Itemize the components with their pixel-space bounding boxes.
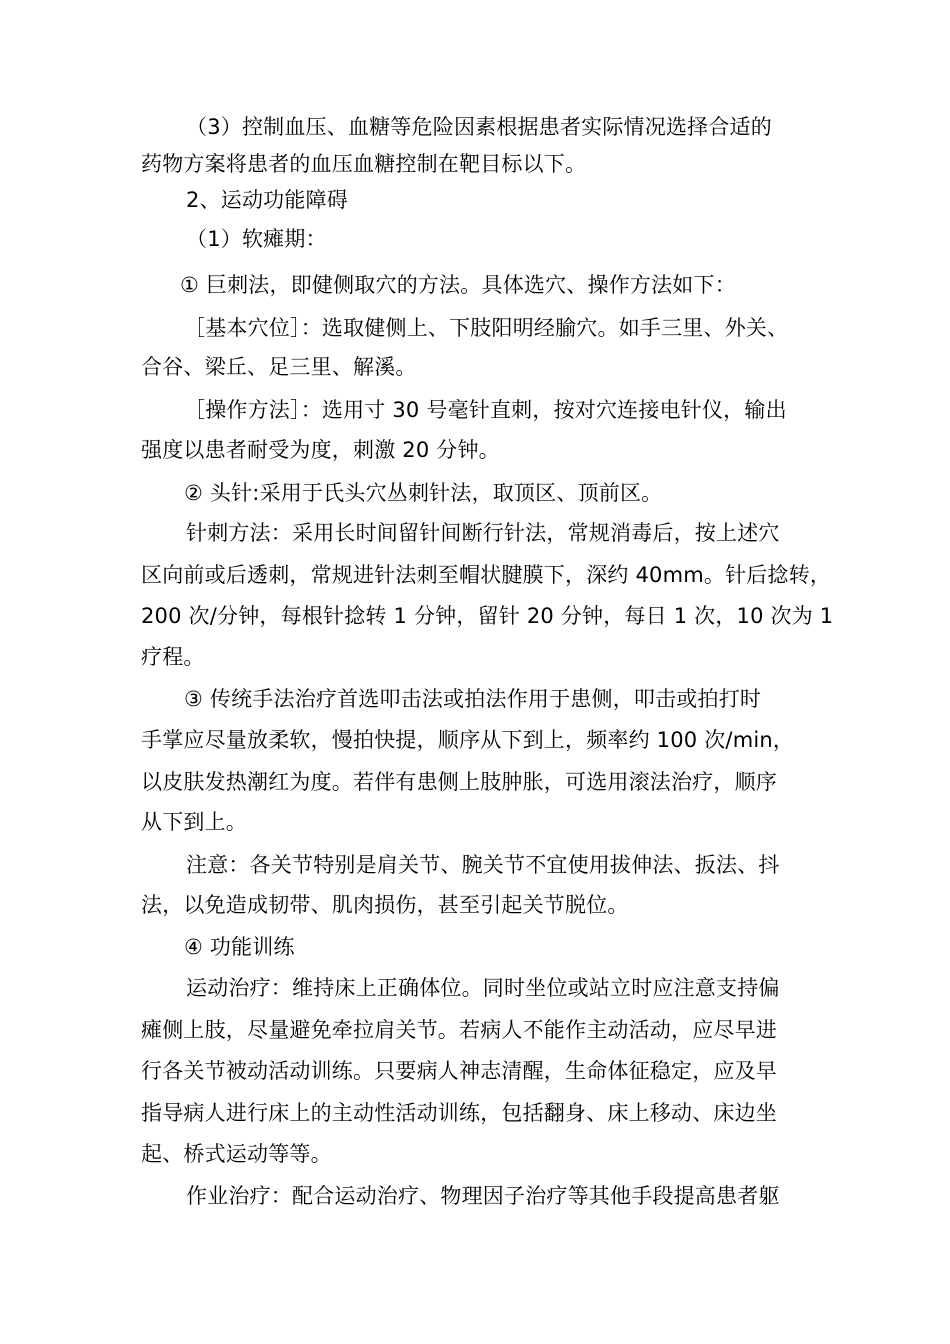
paragraph-line: 运动治疗：维持床上正确体位。同时坐位或站立时应注意支持偏	[186, 976, 780, 1000]
paragraph-line: 注意：各关节特别是肩关节、腕关节不宜使用拔伸法、扳法、抖	[186, 853, 780, 877]
paragraph-line: 作业治疗：配合运动治疗、物理因子治疗等其他手段提高患者躯	[186, 1184, 780, 1208]
list-item-heading: ① 巨刺法，即健侧取穴的方法。具体选穴、操作方法如下：	[180, 273, 736, 297]
paragraph-line: （3）控制血压、血糖等危险因素根据患者实际情况选择合适的	[186, 115, 772, 139]
paragraph-line: 手掌应尽量放柔软，慢拍快提，顺序从下到上，频率约 100 次/min，	[141, 728, 795, 752]
paragraph-line: 法，以免造成韧带、肌肉损伤，甚至引起关节脱位。	[141, 893, 629, 917]
list-item-heading: ② 头针:采用于氏头穴丛刺针法，取顶区、顶前区。	[184, 481, 663, 505]
paragraph-line: 合谷、梁丘、足三里、解溪。	[141, 355, 417, 379]
list-item-heading: ③ 传统手法治疗首选叩击法或拍法作用于患侧，叩击或拍打时	[184, 687, 762, 711]
section-heading: 2、运动功能障碍	[186, 188, 348, 212]
paragraph-line: 从下到上。	[141, 810, 247, 834]
paragraph-line: 瘫侧上肢，尽量避免牵拉肩关节。若病人不能作主动活动，应尽早进	[141, 1018, 777, 1042]
subsection-heading: （1）软瘫期：	[186, 227, 327, 251]
paragraph-line: 针刺方法：采用长时间留针间断行针法，常规消毒后，按上述穴	[186, 521, 780, 545]
list-item-heading: ④ 功能训练	[184, 935, 295, 959]
paragraph-line: 药物方案将患者的血压血糖控制在靶目标以下。	[141, 152, 587, 176]
paragraph-line: 200 次/分钟，每根针捻转 1 分钟，留针 20 分钟，每日 1 次，10 次为 1	[141, 604, 834, 628]
paragraph-line: 行各关节被动活动训练。只要病人神志清醒，生命体征稳定，应及早	[141, 1059, 777, 1083]
paragraph-line: 区向前或后透刺，常规进针法刺至帽状腱膜下，深约 40mm。针后捻转，	[141, 563, 832, 587]
paragraph-line: 起、桥式运动等等。	[141, 1142, 332, 1166]
paragraph-line: 强度以患者耐受为度，刺激 20 分钟。	[141, 438, 500, 462]
paragraph-line: 以皮肤发热潮红为度。若伴有患侧上肢肿胀，可选用滚法治疗，顺序	[141, 770, 777, 794]
paragraph-line: 疗程。	[141, 645, 205, 669]
paragraph-line: ［基本穴位］：选取健侧上、下肢阳明经腧穴。如手三里、外关、	[184, 316, 789, 340]
paragraph-line: ［操作方法］：选用寸 30 号毫针直刺，按对穴连接电针仪，输出	[184, 398, 787, 422]
paragraph-line: 指导病人进行床上的主动性活动训练，包括翻身、床上移动、床边坐	[141, 1101, 777, 1125]
